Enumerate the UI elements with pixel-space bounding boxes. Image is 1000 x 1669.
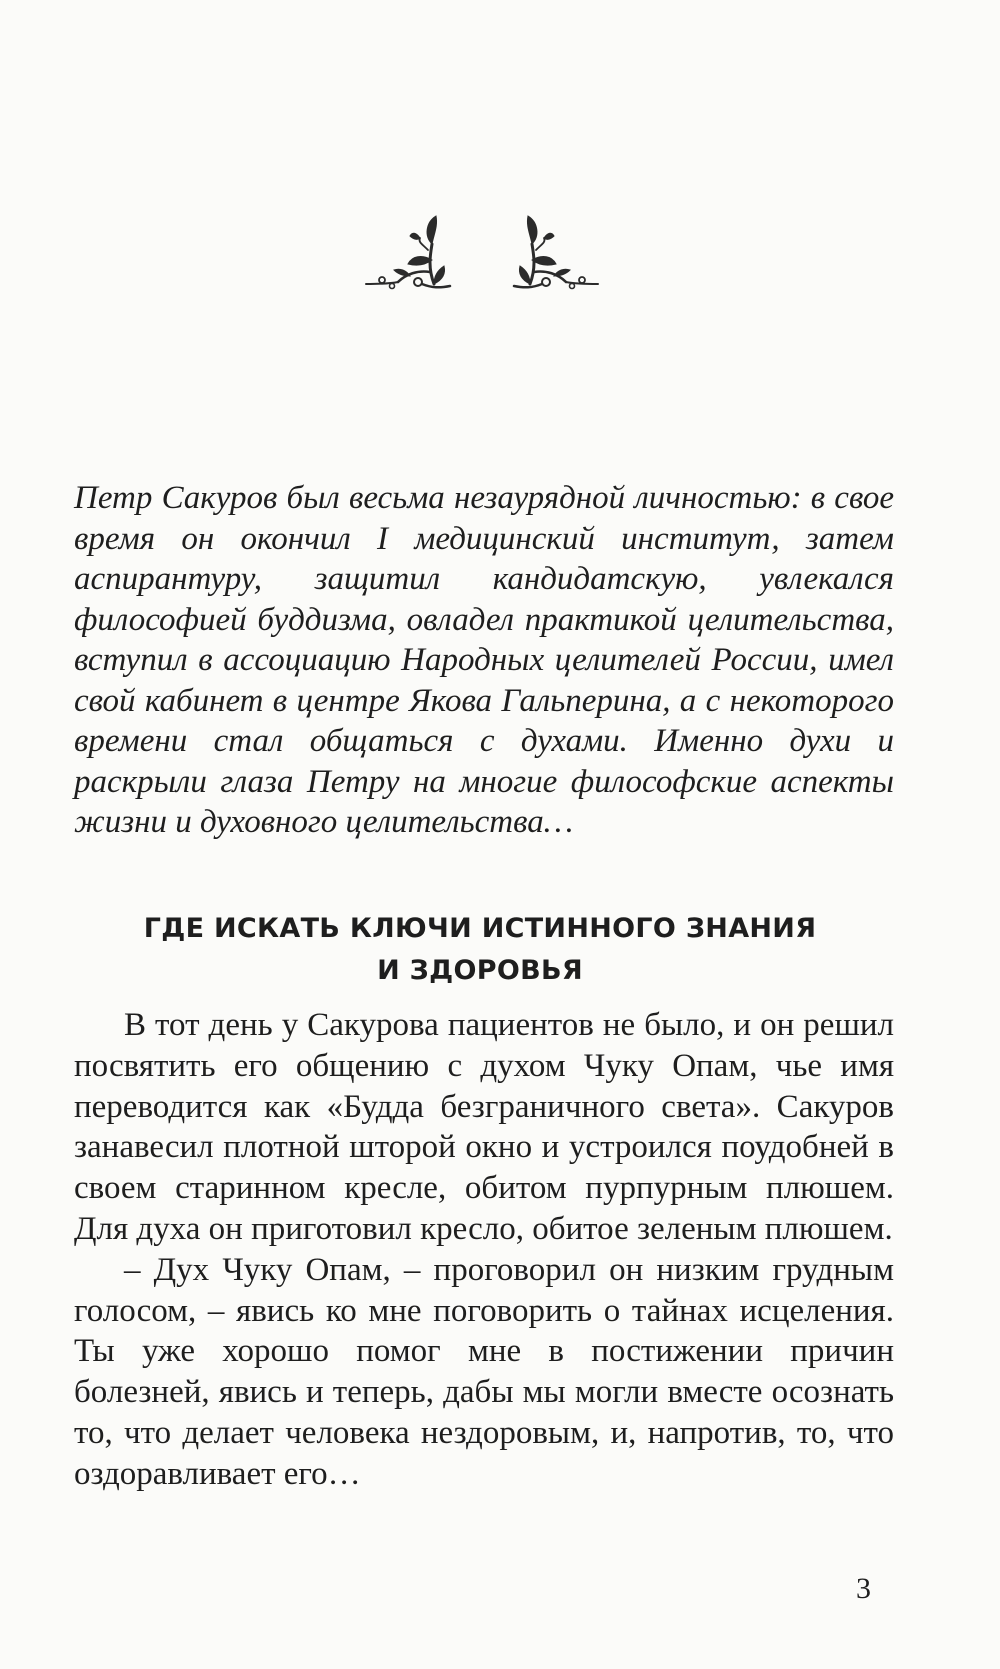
floral-ornament-right-icon <box>512 210 602 292</box>
floral-ornament-left-icon <box>362 210 452 292</box>
section-title-line-2: И ЗДОРОВЬЯ <box>377 955 583 986</box>
page-number: 3 <box>856 1572 871 1605</box>
floral-ornament <box>0 210 1000 320</box>
body-text <box>74 1005 894 1495</box>
intro-paragraph: Петр Сакуров был весьма незаурядной личностью: в свое время он окончил I медицинский институт, затем аспирантуру, защитил кандидатскую, увлекался философией буддизма, овладел практикой целительства, вступил в ассоциацию Народных целителей России, имел свой кабинет в центре Якова Гальперина, а с некоторого времени стал общаться с духами. Именно духи и раскрыли глаза Петру на многие философские аспекты жизни и духовного целительства… <box>74 480 894 840</box>
body-paragraph-2: – Дух Чуку Опам, – проговорил он низким грудным голосом, – явись ко мне поговорить о тайнах исцеления. Ты уже хорошо помог мне в постижении причин болезней, явись и теперь, дабы мы могли вместе осознать то, что делает человека нездоровым, и, напротив, то, что оздоравливает его… <box>74 1251 894 1492</box>
section-title <box>70 908 890 992</box>
body-paragraph-1: В тот день у Сакурова пациентов не было, и он решил посвятить его общению с духом Чуку Опам, чье имя переводится как «Будда безграничного света». Сакуров занавесил плотной шторой окно и устроился поудобней в своем старинном кресле, обитом пурпурным плюшем. Для духа он приготовил кресло, обитое зеленым плюшем. <box>74 1007 894 1247</box>
section-title-line-1: ГДЕ ИСКАТЬ КЛЮЧИ ИСТИННОГО ЗНАНИЯ <box>143 913 817 944</box>
